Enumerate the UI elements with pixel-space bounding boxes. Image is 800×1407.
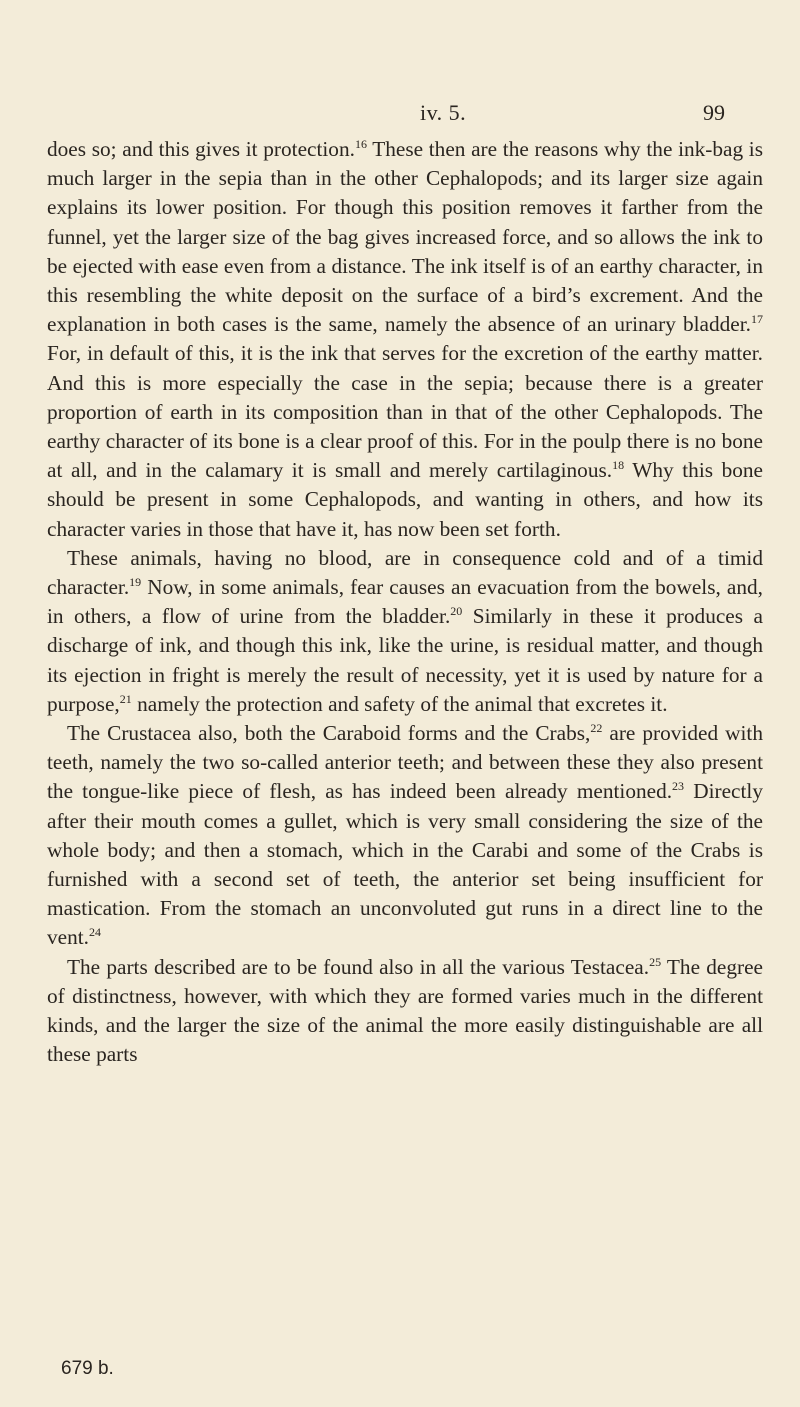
footnote-marker: 17 — [751, 312, 763, 327]
text-run: Similarly in these it produces a discharge of ink, and though this ink, like the urine, is residual matter, and though its ejection in fright is merely the result of necessity, yet it is used by nature for a purpose, — [47, 604, 763, 716]
bekker-marginal-reference: 679 b. — [61, 1358, 114, 1379]
text-run: Directly after their mouth comes a gullet, which is very small considering the size of the whole body; and then a stomach, which in the Carabi and some of the Crabs is furnished with a second set of teeth, the anterior set being insufficient for mastication. From the stomach an unconvoluted gut runs in a direct line to the vent. — [47, 779, 763, 950]
paragraph-2 — [47, 544, 763, 719]
paragraph-1 — [47, 135, 763, 544]
paragraph-3 — [47, 719, 763, 953]
text-run: are provided with teeth, namely the two so-called anterior teeth; and between these they also present the tongue-like piece of flesh, as has indeed been already mentioned. — [47, 721, 763, 804]
text-run: Now, in some animals, fear causes an evacuation from the bowels, and, in others, a flow of urine from the bladder. — [47, 575, 763, 629]
text-run: These animals, having no blood, are in consequence cold and of a timid character. — [47, 545, 763, 600]
footnote-marker: 22 — [590, 721, 603, 736]
body-text — [47, 135, 763, 1070]
text-run: The Crustacea also, both the Caraboid forms and the Crabs, — [67, 721, 591, 746]
text-run: does so; and this gives it protection. — [47, 137, 355, 161]
text-run: The parts described are to be found also in all the various Testacea. — [67, 954, 650, 979]
text-run: Why this bone should be present in some Cephalopods, and wanting in others, and how its character varies in those that have it, has now been set forth. — [47, 458, 764, 541]
footnote-marker: 18 — [612, 458, 625, 473]
running-header — [0, 100, 800, 130]
paragraph-4 — [47, 953, 763, 1070]
footnote-marker: 21 — [119, 691, 132, 706]
text-run: The degree of distinctness, however, with which they are formed varies much in the different kinds, and the larger the size of the animal the more easily distinguishable are all these parts — [47, 954, 763, 1067]
footnote-marker: 23 — [672, 779, 685, 794]
text-run: These then are the reasons why the ink-bag is much larger in the sepia than in the other Cephalopods; and its larger size again explains its lower position. For though this position removes it farther from the funnel, yet the larger size of the bag gives increased force, and so allows the ink to be ejected with ease even from a distance. The ink itself is of an earthy character, in this resembling the white deposit on the surface of a bird’s excrement. And the explanation in both cases is the same, namely the absence of an urinary bladder. — [47, 137, 764, 337]
text-run: namely the protection and safety of the animal that excretes it. — [131, 691, 668, 716]
footnote-marker: 19 — [129, 575, 142, 590]
section-reference: iv. 5. — [420, 100, 467, 125]
footnote-marker: 24 — [89, 925, 101, 940]
footnote-marker: 16 — [354, 137, 367, 151]
text-run: For, in default of this, it is the ink that serves for the excretion of the earthy matter. And this is more especially the case in the sepia; because there is a greater proportion of earth in its composition than in that of the other Cephalopods. The earthy character of its bone is a clear proof of this. For in the poulp there is no bone at all, and in the calamary it is small and merely cartilaginous. — [47, 341, 763, 483]
footnote-marker: 20 — [450, 604, 463, 619]
page-number: 99 — [703, 100, 725, 125]
footnote-marker: 25 — [649, 954, 662, 969]
